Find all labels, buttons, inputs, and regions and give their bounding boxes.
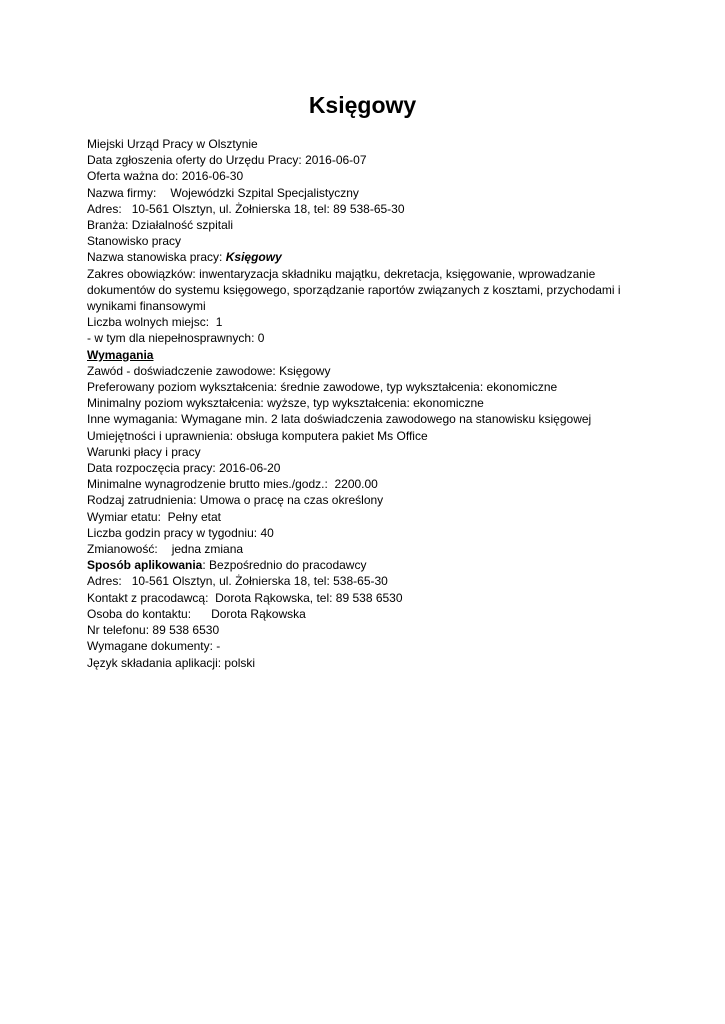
contract-line: Rodzaj zatrudnienia: Umowa o pracę na czas określony — [87, 493, 384, 508]
disabled-line: - w tym dla niepełnosprawnych: 0 — [87, 331, 265, 346]
requirements-heading: Wymagania — [87, 347, 154, 362]
reported-line: Data zgłoszenia oferty do Urzędu Pracy: 2016-06-07 — [87, 153, 367, 168]
valid-line: Oferta ważna do: 2016-06-30 — [87, 169, 244, 184]
profession-line: Zawód - doświadczenie zawodowe: Księgowy — [87, 363, 331, 378]
skills-line: Umiejętności i uprawnienia: obsługa komputera pakiet Ms Office — [87, 428, 428, 443]
conditions-heading: Warunki płacy i pracy — [87, 444, 201, 459]
hours-line: Liczba godzin pracy w tygodniu: 40 — [87, 525, 274, 540]
documents-line: Wymagane dokumenty: - — [87, 639, 221, 654]
contact-person-line: Osoba do kontaktu: Dorota Rąkowska — [87, 606, 306, 621]
company-line: Nazwa firmy: Wojewódzki Szpital Specjalistyczny — [87, 185, 359, 200]
phone-line: Nr telefonu: 89 538 6530 — [87, 623, 220, 638]
start-date-line: Data rozpoczęcia pracy: 2016-06-20 — [87, 461, 281, 476]
application-address-line: Adres: 10-561 Olsztyn, ul. Żołnierska 18, tel: 538-65-30 — [87, 574, 388, 589]
fte-line: Wymiar etatu: Pełny etat — [87, 509, 221, 524]
duties-line: Zakres obowiązków: inwentaryzacja składniku majątku, dekretacja, księgowanie, wprowadzanie dokumentów do systemu księgowego, sporządzanie raportów związanych z kosztami, przychodami i wynikami finansowymi — [87, 266, 621, 314]
employer-contact-line: Kontakt z pracodawcą: Dorota Rąkowska, tel: 89 538 6530 — [87, 590, 403, 605]
other-requirements-line: Inne wymagania: Wymagane min. 2 lata doświadczenia zawodowego na stanowisku księgowej — [87, 412, 592, 427]
industry-line: Branża: Działalność szpitali — [87, 218, 234, 233]
language-line: Język składania aplikacji: polski — [87, 655, 256, 670]
preferred-education-line: Preferowany poziom wykształcenia: średnie zawodowe, typ wykształcenia: ekonomiczne — [87, 380, 558, 395]
page-title: Księgowy — [308, 92, 417, 118]
offer-body — [87, 136, 652, 671]
minimum-education-line: Minimalny poziom wykształcenia: wyższe, typ wykształcenia: ekonomiczne — [87, 396, 484, 411]
position-heading: Stanowisko pracy — [87, 234, 182, 249]
salary-line: Minimalne wynagrodzenie brutto mies./godz.: 2200.00 — [87, 477, 378, 492]
application-method-line: Sposób aplikowania: Bezpośrednio do pracodawcy — [87, 558, 367, 573]
position-name-line: Nazwa stanowiska pracy: Księgowy — [87, 250, 282, 265]
office-line: Miejski Urząd Pracy w Olsztynie — [87, 137, 258, 151]
address-line: Adres: 10-561 Olsztyn, ul. Żołnierska 18, tel: 89 538-65-30 — [87, 201, 405, 216]
vacancies-line: Liczba wolnych miejsc: 1 — [87, 315, 223, 330]
position-name: Księgowy — [225, 250, 282, 265]
shifts-line: Zmianowość: jedna zmiana — [87, 542, 244, 557]
